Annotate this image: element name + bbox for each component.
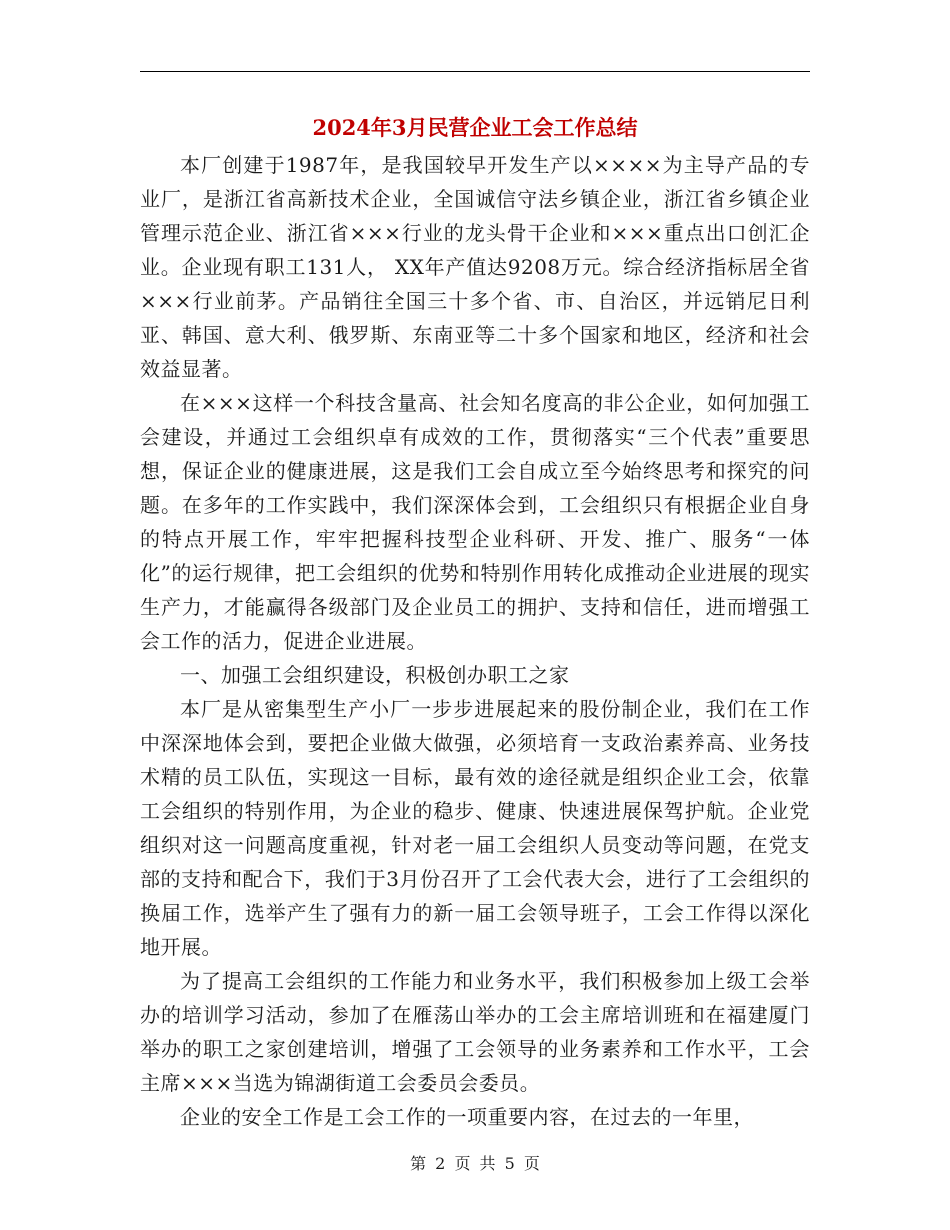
header-rule — [140, 71, 810, 72]
section-heading-1: 一、加强工会组织建设，积极创办职工之家 — [180, 663, 570, 687]
paragraph-training: 为了提高工会组织的工作能力和业务水平，我们积极参加上级工会举办的培训学习活动，参加了在雁荡山举办的工会主席培训班和在福建厦门举办的职工之家创建培训，增强了工会领导的业务素养和工作水平，工会主席×××当选为锦湖街道工会委员会委员。 — [140, 969, 810, 1095]
paragraph-intro: 本厂创建于1987年，是我国较早开发生产以××××为主导产品的专业厂，是浙江省高新技术企业，全国诚信守法乡镇企业，浙江省乡镇企业管理示范企业、浙江省×××行业的龙头骨干企业和×××重点出口创汇企业。企业现有职工131人， XX年产值达9208万元。综合经济指标居全省×××行业前茅。产品销往全国三十多个省、市、自治区，并远销尼日利亚、韩国、意大利、俄罗斯、东南亚等二十多个国家和地区，经济和社会效益显著。 — [140, 153, 810, 381]
paragraph-union-building: 在×××这样一个科技含量高、社会知名度高的非公企业，如何加强工会建设，并通过工会组织卓有成效的工作，贯彻落实“三个代表”重要思想，保证企业的健康进展，这是我们工会自成立至今始终思考和探究的问题。在多年的工作实践中，我们深深体会到，工会组织只有根据企业自身的特点开展工作，牢牢把握科技型企业科研、开发、推广、服务“一体化”的运行规律，把工会组织的优势和特别作用转化成推动企业进展的现实生产力，才能赢得各级部门及企业员工的拥护、支持和信任，进而增强工会工作的活力，促进企业进展。 — [140, 391, 810, 653]
paragraph-reorganization: 本厂是从密集型生产小厂一步步进展起来的股份制企业，我们在工作中深深地体会到，要把企业做大做强，必须培育一支政治素养高、业务技术精的员工队伍，实现这一目标，最有效的途径就是组织企业工会，依靠工会组织的特别作用，为企业的稳步、健康、快速进展保驾护航。企业党组织对这一问题高度重视，针对老一届工会组织人员变动等问题，在党支部的支持和配合下，我们于3月份召开了工会代表大会，进行了工会组织的换届工作，选举产生了强有力的新一届工会领导班子，工会工作得以深化地开展。 — [140, 697, 810, 959]
document-body — [140, 148, 810, 1134]
document-title: 2024年3月民营企业工会工作总结 — [312, 115, 638, 140]
paragraph-safety: 企业的安全工作是工会工作的一项重要内容，在过去的一年里， — [180, 1105, 754, 1129]
page-number: 第 2 页 共 5 页 — [410, 1154, 540, 1173]
